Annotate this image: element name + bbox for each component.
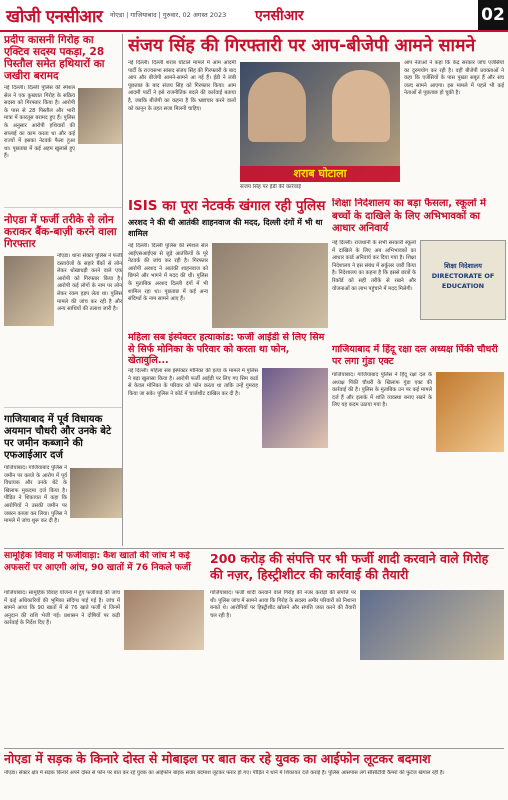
property-body: गाजियाबाद। फर्जी शादी करवाने वाले गिरोह की नजर करोड़ों की संपत्ति पर थी। पुलिस जांच में सामने आया कि गिरोह के सदस्य अमीर परिवारों को निशाना बनाते थे। आरोपियों पर हिस्ट्रीशीट खोलने और संपत्ति जब्त करने की तैयारी चल रही है। [210, 590, 356, 619]
suspect-photo [4, 256, 54, 326]
marriage-headline: सामूहिक विवाह में फर्जीवाड़ा: कैश खातों की जांच में कई अफसरों पर आएगी आंच, 90 खातों में 76 निकले फर्जी [4, 551, 191, 573]
edition-title: एनसीआर [255, 8, 304, 24]
directorate-sign: शिक्षा निदेशालय DIRECTORATE OF EDUCATION [431, 262, 495, 290]
brand-logo: खोजी एनसीआर [6, 7, 103, 27]
main-story-body-a: नई दिल्ली। दिल्ली शराब घोटाले मामले में आम आदमी पार्टी के राज्यसभा सांसद संजय सिंह की गिरफ्तारी के बाद आप और बीजेपी आमने-सामने आ गई हैं। ईडी ने लंबी पूछताछ के बाद संजय सिंह को गिरफ्तार किया। आम आदमी पार्टी ने इसे राजनीतिक बदले की कार्रवाई बताया है, जबकि बीजेपी का कहना है कि भ्रष्टाचार करने वालों को कानून के तहत सजा मिलनी चाहिए। [128, 60, 236, 112]
inspector-body: नई दिल्ली। महिला सब इंस्पेक्टर मोनिका की हत्या के मामले में पुलिस ने बड़ा खुलासा किया है। आरोपी फर्जी आईडी पर लिए गए सिम कार्ड से केवल मोनिका के परिवार को फोन करता था ताकि उन्हें गुमराह किया जा सके। पुलिस ने कोर्ट में चार्जशीट दाखिल कर दी है। [128, 368, 258, 397]
isis-photo [212, 243, 328, 328]
page-number: 02 [478, 0, 508, 30]
marriage-body: गाजियाबाद। सामूहिक विवाह योजना में हुए फर्जीवाड़े की जांच में कई अधिकारियों की भूमिका संदिग्ध पाई गई है। जांच में सामने आया कि 90 खातों में से 76 खाते फर्जी थे जिनमें अनुदान की राशि भेजी गई। प्रशासन ने दोषियों पर कड़ी कार्रवाई के निर्देश दिए हैं। [4, 590, 120, 627]
ghaziabad-body: गाजियाबाद। गाजियाबाद पुलिस ने हिंदू रक्षा दल के अध्यक्ष पिंकी चौधरी के खिलाफ गुंडा एक्ट की कार्रवाई की है। पुलिस के मुताबिक उन पर कई मामले दर्ज हैं और इलाके में शांति व्यवस्था बनाए रखने के लिए यह कदम उठाया गया है। [332, 372, 432, 409]
main-story-body-b: आप नेताओं ने कहा कि केंद्र सरकार जांच एजेंसियों का दुरुपयोग कर रही है। वहीं बीजेपी प्रवक्ताओं ने कहा कि एजेंसियों के पास पुख्ता सबूत हैं और सच जल्द सामने आएगा। इस मामले में पहले भी कई नेताओं से पूछताछ हो चुकी है। [404, 60, 504, 97]
education-headline: शिक्षा निदेशालय का बड़ा फैसला, स्कूलों में बच्चों के दाखिले के लिए अभिभावकों का आधार अनिवार्य [332, 198, 486, 234]
story-body: गाजियाबाद। गाजियाबाद पुलिस ने जमीन पर कब्जे के आरोप में पूर्व विधायक और उनके बेटे के खिलाफ मुकदमा दर्ज किया है। पीड़ित ने शिकायत में कहा कि आरोपियों ने उसकी जमीन पर जबरन कब्जा कर लिया। पुलिस ने मामले में जांच शुरू कर दी है। [4, 465, 67, 525]
education-body: नई दिल्ली। राजधानी के सभी सरकारी स्कूलों में दाखिले के लिए अब अभिभावकों का आधार कार्ड अनिवार्य कर दिया गया है। शिक्षा निदेशालय ने इस संबंध में सर्कुलर जारी किया है। निदेशालय का कहना है कि इससे छात्रों के रिकॉर्ड को सही तरीके से रखने और योजनाओं का लाभ पहुंचाने में मदद मिलेगी। [332, 240, 416, 292]
property-photo [360, 590, 504, 660]
isis-body: नई दिल्ली। दिल्ली पुलिस की स्पेशल सेल आईएसआईएस से जुड़े आतंकियों के पूरे नेटवर्क की जांच कर रही है। गिरफ्तार आरोपी अरशद ने आतंकी शाहनवाज को छिपने और भागने में मदद की थी। पुलिस के मुताबिक अरशद दिल्ली दंगों में भी शामिल रहा था। पूछताछ में कई अन्य संदिग्धों के नाम सामने आए हैं। [128, 243, 208, 303]
left-column [4, 34, 123, 546]
story-headline: प्रदीप कासनी गिरोह का एक्टिव सदस्य पकड़ा, 28 पिस्तौल समेत हथियारों का जखीरा बरामद [4, 34, 105, 82]
main-story-photo [240, 62, 400, 182]
story-body: नोएडा। थाना सेक्टर पुलिस ने फर्जी दस्तावेजों के सहारे बैंकों से लोन लेकर धोखाधड़ी करने वाले एक आरोपी को गिरफ्तार किया है। आरोपी कई लोगों के नाम पर लोन लेकर रकम हड़प लेता था। पुलिस मामले की जांच कर रही है और अन्य साथियों की तलाश जारी है। [57, 253, 122, 313]
inspector-headline: महिला सब इंस्पेक्टर हत्याकांड: फर्जी आईडी से लिए सिम से सिर्फ मोनिका के परिवार को करता था फोन, खेतावुलि... [128, 332, 325, 366]
masthead [0, 0, 508, 32]
story-arms-gang [4, 34, 122, 208]
photo-subcaption: संजय सिंह पर ईडी की कार्रवाई [240, 184, 301, 190]
education-sign-photo [420, 240, 506, 320]
person-figure [332, 70, 390, 142]
leader-photo [70, 468, 122, 518]
marriage-photo [124, 590, 204, 650]
dateline: नोएडा | गाजियाबाद | गुरुवार, 02 अगस्त 2023 [110, 11, 227, 19]
photo-caption: शराब घोटाला [240, 166, 400, 182]
story-body: नई दिल्ली। दिल्ली पुलिस की स्पेशल सेल ने एक कुख्यात गिरोह के सक्रिय सदस्य को गिरफ्तार किया है। आरोपी के पास से 28 पिस्तौल और भारी मात्रा में कारतूस बरामद हुए हैं। पुलिस के अनुसार आरोपी हथियारों की सप्लाई का काम करता था और कई राज्यों में इसका नेटवर्क फैला हुआ था। पूछताछ में कई अहम खुलासे हुए हैं। [4, 85, 75, 160]
story-headline: गाजियाबाद में पूर्व विधायक अयमान चौधरी और उनके बेटे पर जमीन कब्जाने की एफआईआर दर्ज [4, 414, 112, 461]
ghaziabad-headline: गाजियाबाद में हिंदू रक्षा दल अध्यक्ष पिंकी चौधरी पर लगा गुंडा एक्ट [332, 344, 498, 367]
section-divider [4, 548, 504, 549]
story-headline: नोएडा में फर्जी तरीके से लोन कराकर बैंक-बाज़ी करने वाला गिरफ्तार [4, 214, 117, 250]
section-divider [4, 748, 504, 749]
isis-headline: ISIS का पूरा नेटवर्क खंगाल रही पुलिस [128, 198, 326, 214]
noida-headline: नोएडा में सड़क के किनारे दोस्त से मोबाइल पर बात कर रहे युवक का आईफोन लूटकर बदमाश [4, 751, 431, 766]
ghaziabad-photo [436, 372, 504, 452]
officer-photo [78, 88, 122, 144]
story-noida-loan [4, 214, 122, 408]
noida-body: नोएडा। सेक्टर क्षेत्र में सड़क किनारे अपने दोस्त से फोन पर बात कर रहे युवक का आईफोन बाइक सवार बदमाश लूटकर फरार हो गए। पीड़ित ने थाने में शिकायत दर्ज कराई है। पुलिस आसपास लगे सीसीटीवी कैमरों की फुटेज खंगाल रही है। [4, 770, 445, 776]
story-ghaziabad-land [4, 414, 122, 546]
inspector-photo [262, 368, 328, 448]
person-figure [248, 72, 306, 142]
property-headline: 200 करोड़ की संपत्ति पर भी फर्जी शादी करवाने वाले गिरोह की नज़र, हिस्ट्रीशीटर की कार्रवाई की तैयारी [210, 551, 489, 582]
main-headline: संजय सिंह की गिरफ्तारी पर आप-बीजेपी आमने सामने [128, 36, 476, 56]
isis-subhead: अरशद ने की थी आतंकी शाहनवाज की मदद, दिल्ली दंगों में भी था शामिल [128, 218, 323, 238]
